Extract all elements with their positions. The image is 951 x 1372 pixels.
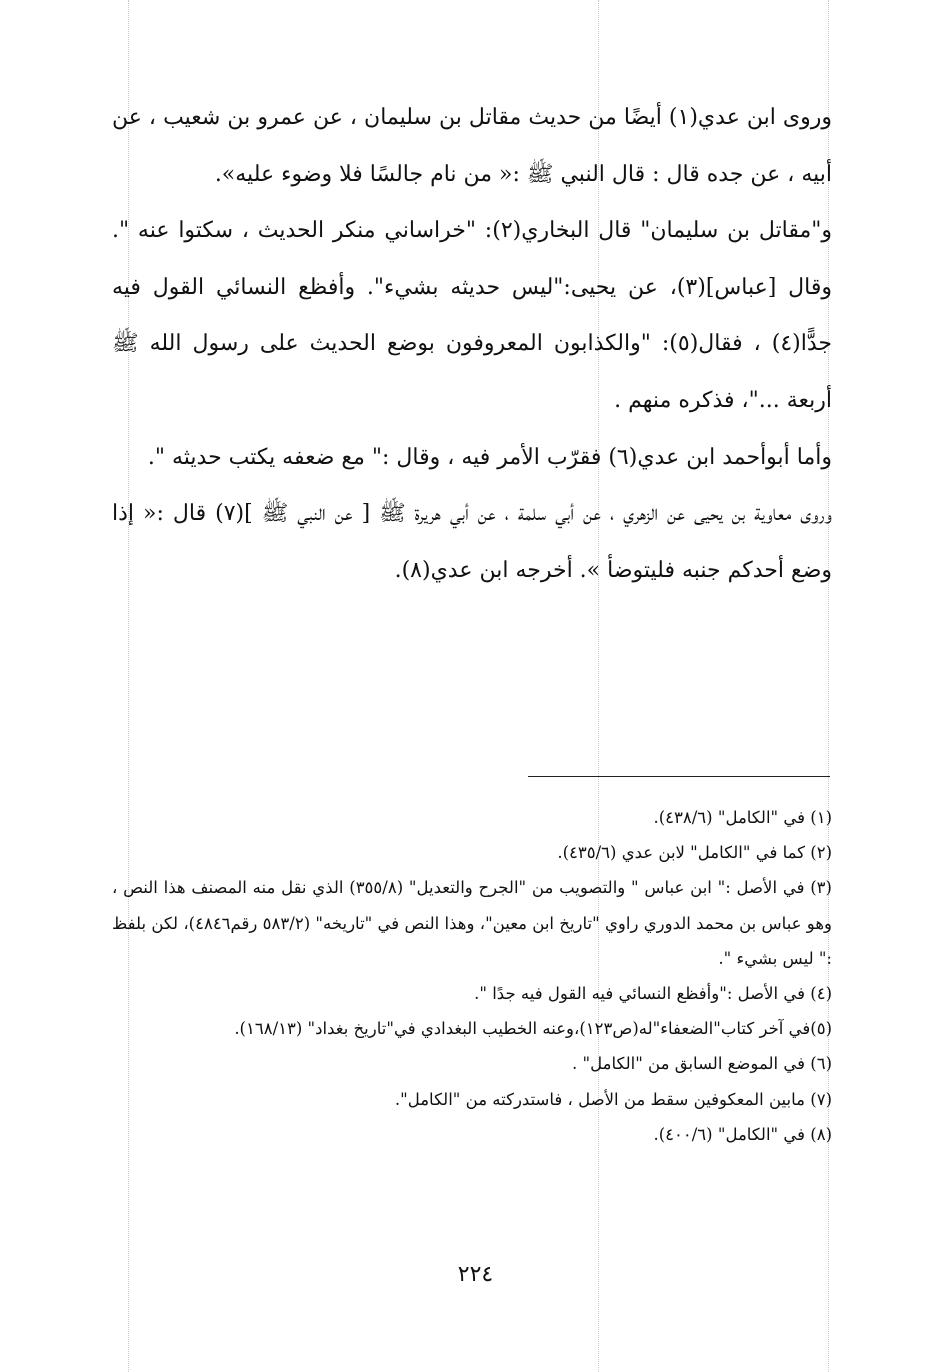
paragraph-3: وأما أبوأحمد ابن عدي(٦) فقرّب الأمر فيه ، وقال :" مع ضعفه يكتب حديثه ". — [147, 444, 832, 470]
footnote-7: (٧) مابين المعكوفين سقط من الأصل ، فاستدركته من "الكامل". — [394, 1089, 832, 1109]
footnote-3: (٣) في الأصل :" ابن عباس " والتصويب من "الجرح والتعديل" (٣٥٥/٨) الذي نقل منه المصنف هذا النص ، وهو عباس بن محمد الدوري راوي "تاريخ ابن معين"، وهذا النص في "تاريخه" (٥٨٣/٢ رقم٤٨٤٦)، لكن بلفظ :" ليس بشيء ". — [112, 878, 832, 968]
page-number: ٢٢٤ — [457, 1262, 494, 1287]
paragraph-2: و"مقاتل بن سليمان" قال البخاري(٢): "خراساني منكر الحديث ، سكتوا عنه ". وقال [عباس](٣)، عن يحيى:"ليس حديثه بشيء". وأفظع النسائي القول فيه جدًّا(٤) ، فقال(٥): "والكذابون المعروفون بوضع الحديث على رسول الله ﷺ أربعة ..."، فذكره منهم . — [112, 218, 832, 413]
main-text — [112, 90, 832, 599]
paragraph-1: وروى ابن عدي(١) أيضًا من حديث مقاتل بن سليمان ، عن عمرو بن شعيب ، عن أبيه ، عن جده قال : قال النبي ﷺ :« من نام جالسًا فلا وضوء عليه». — [112, 105, 832, 187]
footnotes — [112, 800, 832, 1152]
footnote-4: (٤) في الأصل :"وأفظع النسائي فيه القول فيه جدًا ". — [474, 984, 832, 1004]
footnote-separator — [528, 776, 830, 777]
paragraph-4: وروى معاوية بن يحيى عن الزهري ، عن أبي سلمة ، عن أبي هريرة ﷺ [ عن النبي ﷺ ](٧) قال :« إذا وضع أحدكم جنبه فليتوضأ ». أخرجه ابن عدي(٨). — [112, 501, 832, 583]
footnote-8: (٨) في "الكامل" (٤٠٠/٦). — [653, 1124, 832, 1144]
footnote-6: (٦) في الموضع السابق من "الكامل" . — [572, 1054, 832, 1074]
footnote-1: (١) في "الكامل" (٤٣٨/٦). — [653, 808, 832, 827]
footnote-2: (٢) كما في "الكامل" لابن عدي (٤٣٥/٦). — [557, 843, 832, 863]
footnote-5: (٥)في آخر كتاب"الضعفاء"له(ص١٢٣)،وعنه الخطيب البغدادي في"تاريخ بغداد" (١٦٨/١٣). — [234, 1019, 832, 1039]
